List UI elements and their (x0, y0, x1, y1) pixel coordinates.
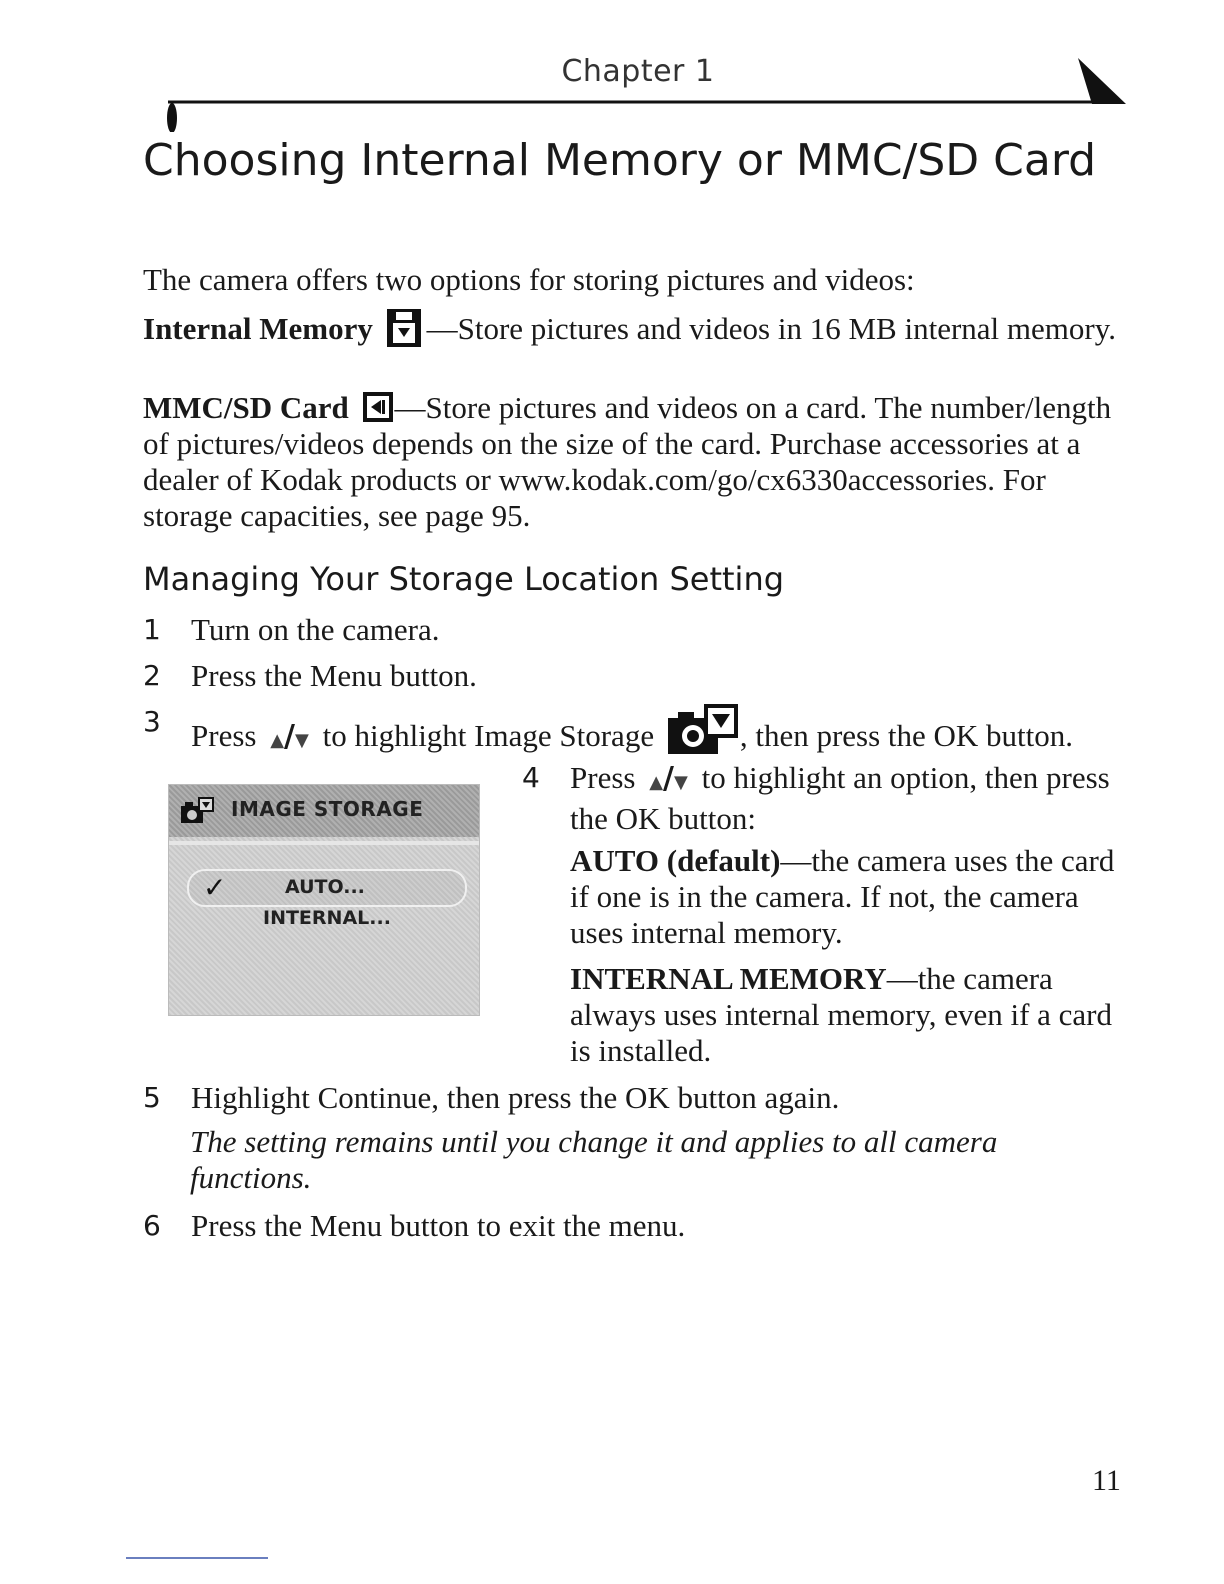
option-internal-label: INTERNAL MEMORY (570, 961, 887, 996)
lcd-title: IMAGE STORAGE (231, 797, 424, 821)
option-auto-label: AUTO (default) (570, 843, 781, 878)
step-text-mid: to highlight Image Storage (322, 718, 655, 753)
step-5-note: The setting remains until you change it and applies to all camera functions. (190, 1124, 998, 1195)
card-label: MMC/SD Card (143, 390, 349, 425)
step-text: Turn on the camera. (191, 612, 440, 647)
step-text-post: to highlight an option, then press the OK button: (570, 760, 1110, 836)
step-number: 2 (143, 659, 161, 692)
step-text-pre: Press (191, 718, 257, 753)
footer-line (126, 1557, 268, 1559)
step-text: Press the Menu button. (191, 658, 477, 693)
image-storage-icon (662, 704, 740, 756)
image-storage-icon (179, 797, 215, 830)
internal-memory-text: —Store pictures and videos in 16 MB internal memory. (426, 311, 1116, 346)
step-number: 4 (522, 761, 540, 794)
lcd-divider (169, 841, 479, 845)
chapter-header (150, 52, 1126, 112)
lcd-option-internal[interactable]: INTERNAL... (263, 907, 391, 929)
option-internal-paragraph (570, 961, 1115, 1069)
step-number: 5 (143, 1081, 161, 1114)
step-number: 1 (143, 613, 161, 646)
up-down-arrows-icon: ▲/▼ (649, 760, 688, 796)
section-title: Managing Your Storage Location Setting (143, 560, 785, 598)
step-text: Press the Menu button to exit the menu. (191, 1208, 686, 1243)
chapter-label: Chapter 1 (561, 54, 715, 89)
page-title: Choosing Internal Memory or MMC/SD Card (143, 135, 1097, 186)
step-number: 3 (143, 705, 161, 738)
lcd-header (169, 785, 479, 837)
page-number: 11 (1092, 1464, 1121, 1497)
option-internal-text: —the camera always uses internal memory, even if a card is installed. (570, 961, 1113, 1068)
internal-memory-icon (387, 309, 421, 347)
up-down-arrows-icon: ▲/▼ (270, 718, 309, 754)
step-text: Highlight Continue, then press the OK button again. (191, 1080, 840, 1115)
step-text-pre: Press (570, 760, 636, 795)
option-auto-text: —the camera uses the card if one is in the camera. If not, the camera uses internal memory. (570, 843, 1115, 950)
internal-memory-label: Internal Memory (143, 311, 373, 346)
lcd-option-selected[interactable] (187, 869, 467, 907)
step-text (191, 704, 1073, 759)
card-paragraph (143, 390, 1118, 534)
intro-text: The camera offers two options for storing pictures and videos: (143, 262, 915, 297)
step-number: 6 (143, 1209, 161, 1242)
card-text: —Store pictures and videos on a card. The number/length of pictures/videos depends on the size of the card. Purchase accessories at a dealer of Kodak products or www.kodak.com/go/cx6330accessories. For storage capacities, see page 95. (143, 390, 1112, 533)
check-icon: ✓ (203, 871, 227, 904)
step-text (570, 760, 1130, 837)
memory-card-icon (363, 392, 393, 422)
lcd-option-auto: AUTO... (285, 876, 365, 898)
internal-memory-paragraph (143, 309, 1118, 347)
option-auto-paragraph (570, 843, 1115, 951)
lcd-screen (168, 784, 480, 1016)
step-text-post: , then press the OK button. (739, 718, 1074, 753)
